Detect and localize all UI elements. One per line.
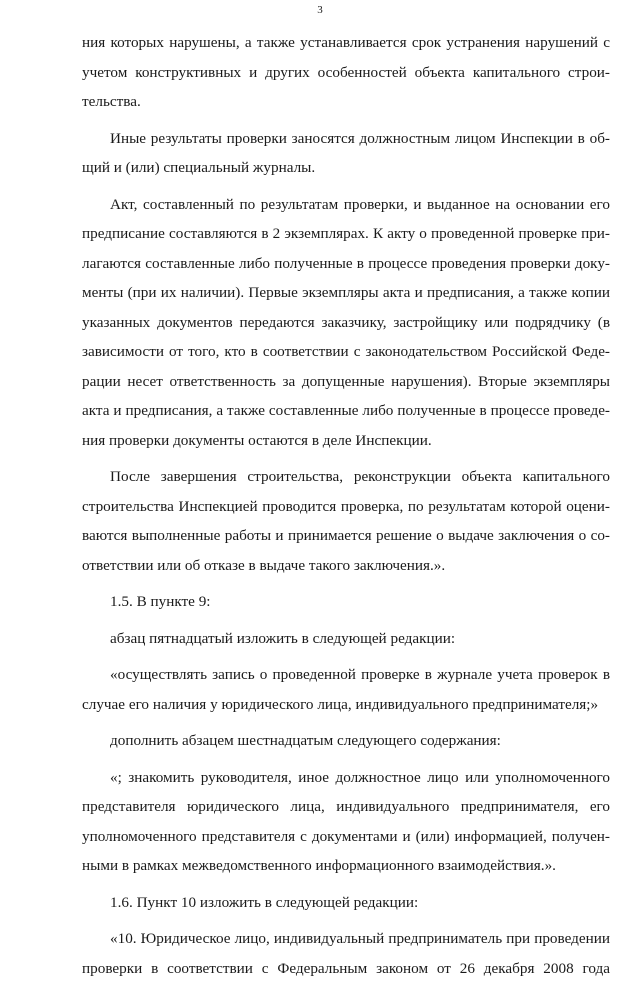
text-line: [82, 624, 610, 654]
document-body: [82, 28, 610, 990]
text-line-content: «; знакомить руководителя, иное должностное лицо или уполномоченного: [110, 768, 610, 786]
text-line: менты (при их наличии). Первые экземпляры акта и предписания, а также копии: [82, 284, 610, 301]
text-line-content: 1.5. В пункте 9:: [110, 593, 211, 610]
text-line-content: 1.6. Пункт 10 изложить в следующей редакции:: [110, 893, 419, 911]
text-line: лагаются составленные либо полученные в процессе проведения проверки доку-: [82, 254, 610, 272]
paragraph: [82, 462, 610, 580]
text-line-content: «10. Юридическое лицо, индивидуальный предприниматель при проведении: [110, 930, 610, 947]
page-number: 3: [317, 4, 323, 16]
paragraph: [82, 924, 610, 983]
text-line-content: После завершения строительства, реконструкции объекта капитального: [110, 468, 610, 485]
text-line: [82, 924, 610, 954]
text-line: [82, 660, 610, 690]
paragraph: [82, 28, 610, 117]
text-line: уполномоченного представителя с документами и (или) информацией, получен-: [82, 827, 610, 845]
text-line: [82, 763, 610, 793]
text-line: указанных документов передаются заказчику, застройщику или подрядчику (в: [82, 313, 610, 331]
text-line: представителя юридического лица, индивидуального предпринимателя, его: [82, 798, 610, 815]
text-line: ответствии или об отказе в выдаче такого заключения.».: [82, 556, 446, 574]
paragraph: [82, 763, 610, 881]
text-line-content: Акт, составленный по результатам проверки, и выданное на основании его: [110, 195, 610, 213]
paragraph: [82, 124, 610, 183]
paragraph: [82, 660, 610, 719]
paragraph: [82, 624, 610, 654]
text-line: [82, 190, 610, 220]
text-line-content: «осуществлять запись о проведенной проверке в журнале учета проверок в: [110, 666, 610, 683]
paragraph: [82, 888, 610, 918]
text-line: [82, 462, 610, 492]
text-line-content: дополнить абзацем шестнадцатым следующего содержания:: [110, 732, 501, 749]
text-line: ваются выполненные работы и принимается решение о выдаче заключения о со-: [82, 527, 610, 544]
paragraph: [82, 726, 610, 756]
text-line: [82, 124, 610, 154]
text-line: ния которых нарушены, а также устанавливается срок устранения нарушений с: [82, 34, 610, 51]
text-line-content: Иные результаты проверки заносятся должностным лицом Инспекции в об-: [110, 129, 610, 147]
text-line: зависимости от того, кто в соответствии с законодательством Российской Феде-: [82, 343, 610, 360]
text-line: случае его наличия у юридического лица, индивидуального предпринимателя;»: [82, 695, 599, 713]
text-line: тельства.: [82, 93, 141, 110]
text-line: акта и предписания, а также составленные либо полученные в процессе проведе-: [82, 402, 610, 419]
text-line: предписание составляются в 2 экземплярах. К акту о проведенной проверке при-: [82, 225, 610, 242]
text-line: щий и (или) специальный журналы.: [82, 159, 316, 176]
text-line: ния проверки документы остаются в деле Инспекции.: [82, 431, 432, 449]
text-line: строительства Инспекцией проводится проверка, по результатам которой оцени-: [82, 497, 610, 515]
text-line: проверки в соответствии с Федеральным законом от 26 декабря 2008 года: [82, 959, 610, 977]
text-line: ными в рамках межведомственного информационного взаимодействия.».: [82, 857, 556, 874]
text-line: [82, 587, 610, 617]
paragraph: [82, 190, 610, 456]
text-line: [82, 726, 610, 756]
text-line-content: абзац пятнадцатый изложить в следующей редакции:: [110, 629, 456, 647]
paragraph: [82, 587, 610, 617]
text-line: [82, 888, 610, 918]
text-line: рации несет ответственность за допущенные нарушения). Вторые экземпляры: [82, 372, 610, 390]
text-line: учетом конструктивных и других особенностей объекта капитального строи-: [82, 63, 610, 81]
